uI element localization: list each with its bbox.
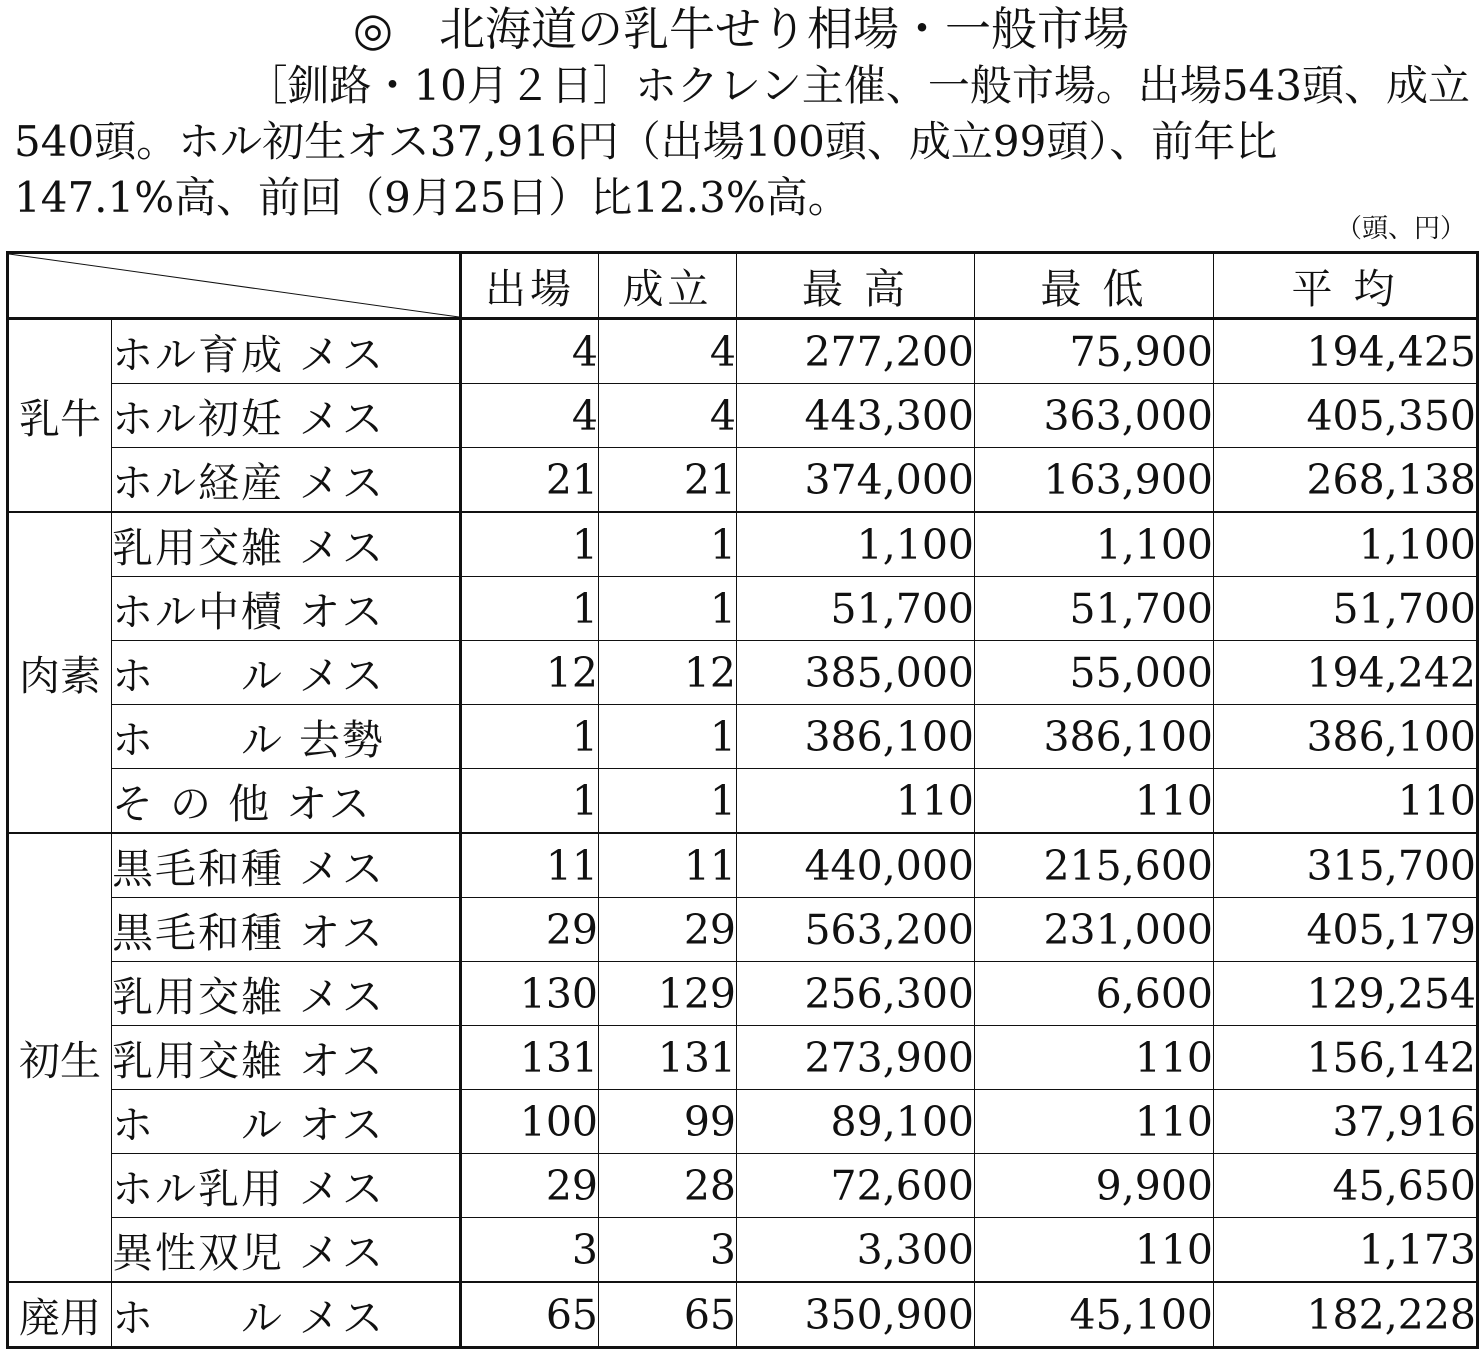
- min-cell: 75,900: [975, 319, 1214, 384]
- unit-note: （頭、円）: [1335, 214, 1466, 244]
- min-cell: 231,000: [975, 898, 1214, 962]
- header-shukko: 出場: [461, 253, 599, 319]
- max-cell: 1,100: [737, 512, 975, 577]
- avg-cell: 268,138: [1214, 448, 1478, 513]
- table-row: [8, 1090, 1478, 1154]
- seiritsu-cell: 4: [599, 319, 737, 384]
- shukko-cell: 29: [461, 1154, 599, 1218]
- table-row: [8, 319, 1478, 384]
- group-label: 初生: [8, 833, 112, 1282]
- shukko-cell: 131: [461, 1026, 599, 1090]
- min-cell: 386,100: [975, 705, 1214, 769]
- max-cell: 443,300: [737, 384, 975, 448]
- table-row: [8, 641, 1478, 705]
- shukko-cell: 100: [461, 1090, 599, 1154]
- min-cell: 110: [975, 769, 1214, 834]
- max-cell: 51,700: [737, 577, 975, 641]
- avg-cell: 51,700: [1214, 577, 1478, 641]
- seiritsu-cell: 28: [599, 1154, 737, 1218]
- min-cell: 6,600: [975, 962, 1214, 1026]
- seiritsu-cell: 4: [599, 384, 737, 448]
- table-row: [8, 1154, 1478, 1218]
- seiritsu-cell: 29: [599, 898, 737, 962]
- avg-cell: 129,254: [1214, 962, 1478, 1026]
- item-label: ホル育成 メス: [112, 319, 461, 384]
- item-label: 黒毛和種 メス: [112, 833, 461, 898]
- seiritsu-cell: 3: [599, 1218, 737, 1283]
- max-cell: 3,300: [737, 1218, 975, 1283]
- shukko-cell: 1: [461, 769, 599, 834]
- header-min: 最 低: [975, 253, 1214, 319]
- max-cell: 385,000: [737, 641, 975, 705]
- avg-cell: 45,650: [1214, 1154, 1478, 1218]
- avg-cell: 110: [1214, 769, 1478, 834]
- max-cell: 256,300: [737, 962, 975, 1026]
- table-row: [8, 769, 1478, 834]
- item-label: ホ ル オス: [112, 1090, 461, 1154]
- avg-cell: 1,173: [1214, 1218, 1478, 1283]
- shukko-cell: 29: [461, 898, 599, 962]
- max-cell: 273,900: [737, 1026, 975, 1090]
- header-row: [8, 253, 1478, 319]
- header-max: 最 高: [737, 253, 975, 319]
- shukko-cell: 4: [461, 384, 599, 448]
- table-row: [8, 1218, 1478, 1283]
- shukko-cell: 1: [461, 705, 599, 769]
- item-label: 乳用交雑 メス: [112, 962, 461, 1026]
- max-cell: 563,200: [737, 898, 975, 962]
- table-row: [8, 1026, 1478, 1090]
- table-row: [8, 962, 1478, 1026]
- intro-paragraph: [14, 58, 1470, 226]
- item-label: 黒毛和種 オス: [112, 898, 461, 962]
- min-cell: 51,700: [975, 577, 1214, 641]
- max-cell: 440,000: [737, 833, 975, 898]
- seiritsu-cell: 1: [599, 577, 737, 641]
- diagonal-line: [9, 254, 459, 317]
- min-cell: 110: [975, 1026, 1214, 1090]
- min-cell: 215,600: [975, 833, 1214, 898]
- min-cell: 45,100: [975, 1282, 1214, 1348]
- table-row: [8, 384, 1478, 448]
- avg-cell: 37,916: [1214, 1090, 1478, 1154]
- corner-cell: [8, 253, 461, 319]
- group-label: 肉素: [8, 512, 112, 833]
- avg-cell: 405,350: [1214, 384, 1478, 448]
- group-label: 乳牛: [8, 319, 112, 513]
- seiritsu-cell: 131: [599, 1026, 737, 1090]
- min-cell: 1,100: [975, 512, 1214, 577]
- avg-cell: 182,228: [1214, 1282, 1478, 1348]
- table-row: [8, 833, 1478, 898]
- header-seiritsu: 成立: [599, 253, 737, 319]
- seiritsu-cell: 129: [599, 962, 737, 1026]
- max-cell: 386,100: [737, 705, 975, 769]
- item-label: ホル乳用 メス: [112, 1154, 461, 1218]
- min-cell: 9,900: [975, 1154, 1214, 1218]
- table-row: [8, 705, 1478, 769]
- avg-cell: 194,425: [1214, 319, 1478, 384]
- item-label: ホ ル 去勢: [112, 705, 461, 769]
- seiritsu-cell: 1: [599, 512, 737, 577]
- seiritsu-cell: 11: [599, 833, 737, 898]
- table-row: [8, 448, 1478, 513]
- shukko-cell: 130: [461, 962, 599, 1026]
- avg-cell: 405,179: [1214, 898, 1478, 962]
- min-cell: 163,900: [975, 448, 1214, 513]
- table-row: [8, 1282, 1478, 1348]
- min-cell: 110: [975, 1090, 1214, 1154]
- max-cell: 89,100: [737, 1090, 975, 1154]
- seiritsu-cell: 65: [599, 1282, 737, 1348]
- intro-line-2: 540頭。ホル初生オス37,916円（出場100頭、成立99頭）、前年比: [14, 117, 1278, 166]
- max-cell: 350,900: [737, 1282, 975, 1348]
- max-cell: 374,000: [737, 448, 975, 513]
- item-label: 乳用交雑 メス: [112, 512, 461, 577]
- table-row: [8, 577, 1478, 641]
- avg-cell: 386,100: [1214, 705, 1478, 769]
- min-cell: 55,000: [975, 641, 1214, 705]
- max-cell: 72,600: [737, 1154, 975, 1218]
- shukko-cell: 65: [461, 1282, 599, 1348]
- max-cell: 277,200: [737, 319, 975, 384]
- min-cell: 363,000: [975, 384, 1214, 448]
- item-label: そ の 他 オス: [112, 769, 461, 834]
- shukko-cell: 11: [461, 833, 599, 898]
- header-avg: 平 均: [1214, 253, 1478, 319]
- shukko-cell: 3: [461, 1218, 599, 1283]
- shukko-cell: 1: [461, 512, 599, 577]
- item-label: ホル中櫝 オス: [112, 577, 461, 641]
- shukko-cell: 12: [461, 641, 599, 705]
- market-table: [6, 251, 1479, 1349]
- avg-cell: 315,700: [1214, 833, 1478, 898]
- table-row: [8, 898, 1478, 962]
- item-label: ホ ル メス: [112, 1282, 461, 1348]
- avg-cell: 156,142: [1214, 1026, 1478, 1090]
- seiritsu-cell: 12: [599, 641, 737, 705]
- item-label: ホル初妊 メス: [112, 384, 461, 448]
- item-label: ホ ル メス: [112, 641, 461, 705]
- item-label: ホル経産 メス: [112, 448, 461, 513]
- table-body: [8, 319, 1478, 1348]
- group-label: 廃用: [8, 1282, 112, 1348]
- shukko-cell: 21: [461, 448, 599, 513]
- min-cell: 110: [975, 1218, 1214, 1283]
- seiritsu-cell: 99: [599, 1090, 737, 1154]
- page-title: ◎ 北海道の乳牛せり相場・一般市場: [352, 2, 1130, 56]
- intro-line-1: ［釧路・10月２日］ホクレン主催、一般市場。出場543頭、成立: [245, 61, 1470, 110]
- intro-line-3: 147.1%高、前回（9月25日）比12.3%高。: [14, 173, 850, 222]
- shukko-cell: 1: [461, 577, 599, 641]
- seiritsu-cell: 21: [599, 448, 737, 513]
- table-row: [8, 512, 1478, 577]
- shukko-cell: 4: [461, 319, 599, 384]
- max-cell: 110: [737, 769, 975, 834]
- item-label: 異性双児 メス: [112, 1218, 461, 1283]
- seiritsu-cell: 1: [599, 769, 737, 834]
- seiritsu-cell: 1: [599, 705, 737, 769]
- avg-cell: 194,242: [1214, 641, 1478, 705]
- avg-cell: 1,100: [1214, 512, 1478, 577]
- item-label: 乳用交雑 オス: [112, 1026, 461, 1090]
